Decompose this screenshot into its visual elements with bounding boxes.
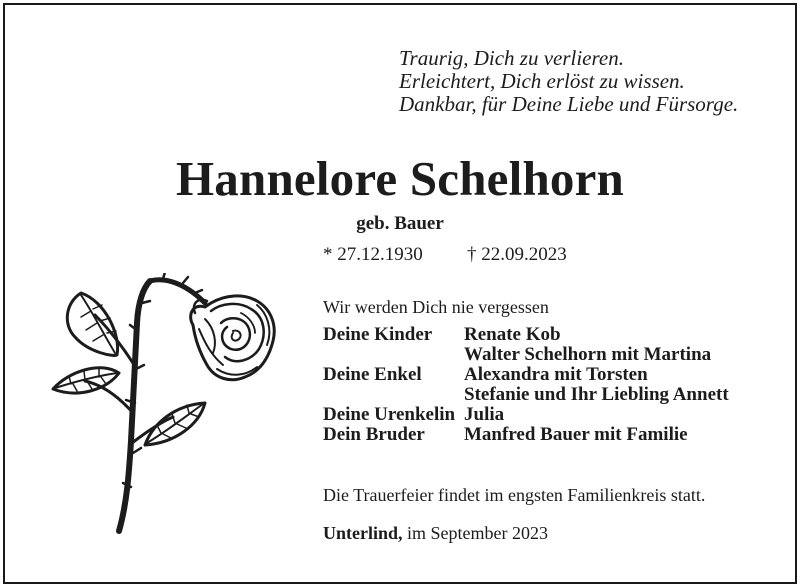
family-names: Stefanie und Ihr Liebling Annett — [464, 384, 729, 405]
deceased-name: Hannelore Schelhorn — [175, 151, 624, 206]
poem-line: Dankbar, für Deine Liebe und Fürsorge. — [399, 92, 739, 116]
birth-date: * 27.12.1930 — [323, 244, 423, 265]
rose-icon — [45, 273, 285, 543]
family-relation: Deine Kinder — [323, 324, 433, 345]
place: Unterlind, — [323, 523, 403, 543]
death-date: † 22.09.2023 — [467, 244, 567, 265]
tagline: Wir werden Dich nie vergessen — [323, 297, 549, 317]
funeral-note: Die Trauerfeier findet im engsten Familienkreis statt. — [323, 485, 706, 505]
place-date-line — [323, 523, 548, 544]
obituary-notice — [3, 3, 797, 584]
family-names: Julia — [464, 404, 505, 425]
family-names: Renate Kob — [464, 324, 561, 345]
family-relation: Dein Bruder — [323, 424, 425, 445]
family-names: Alexandra mit Torsten — [464, 364, 648, 385]
family-names: Manfred Bauer mit Familie — [464, 424, 688, 445]
family-relation: Deine Urenkelin — [323, 404, 456, 425]
poem-line: Traurig, Dich zu verlieren. — [399, 46, 624, 70]
maiden-name: geb. Bauer — [356, 213, 444, 234]
poem — [399, 47, 738, 116]
date-line: im September 2023 — [402, 523, 548, 543]
family-names: Walter Schelhorn mit Martina — [464, 344, 712, 365]
poem-line: Erleichtert, Dich erlöst zu wissen. — [399, 69, 685, 93]
family-relation: Deine Enkel — [323, 364, 422, 385]
